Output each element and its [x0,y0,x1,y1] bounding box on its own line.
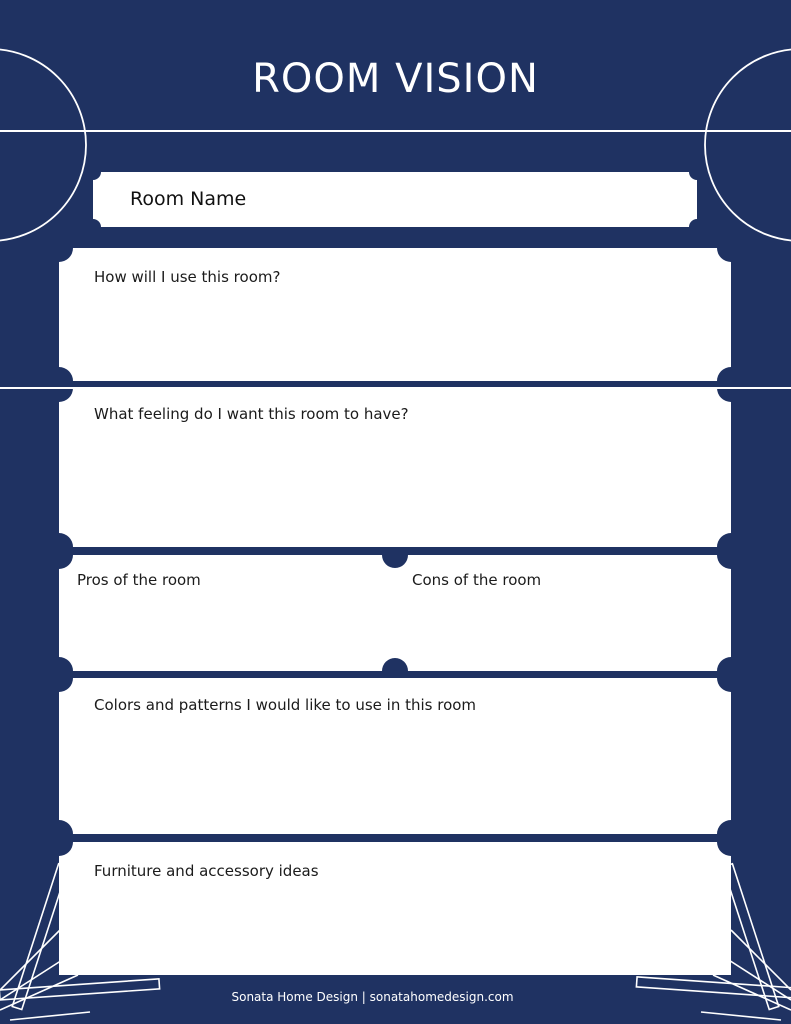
furniture-label: Furniture and accessory ideas [94,862,319,880]
page-title: ROOM VISION [252,56,539,102]
pros-label: Pros of the room [77,571,201,589]
cons-label: Cons of the room [412,571,542,589]
footer-credit: Sonata Home Design | sonatahomedesign.com [231,990,514,1004]
use-label: How will I use this room? [94,268,281,286]
room-name-label: Room Name [130,188,247,210]
feeling-label: What feeling do I want this room to have? [94,405,409,423]
colors-label: Colors and patterns I would like to use in this room [94,696,477,714]
